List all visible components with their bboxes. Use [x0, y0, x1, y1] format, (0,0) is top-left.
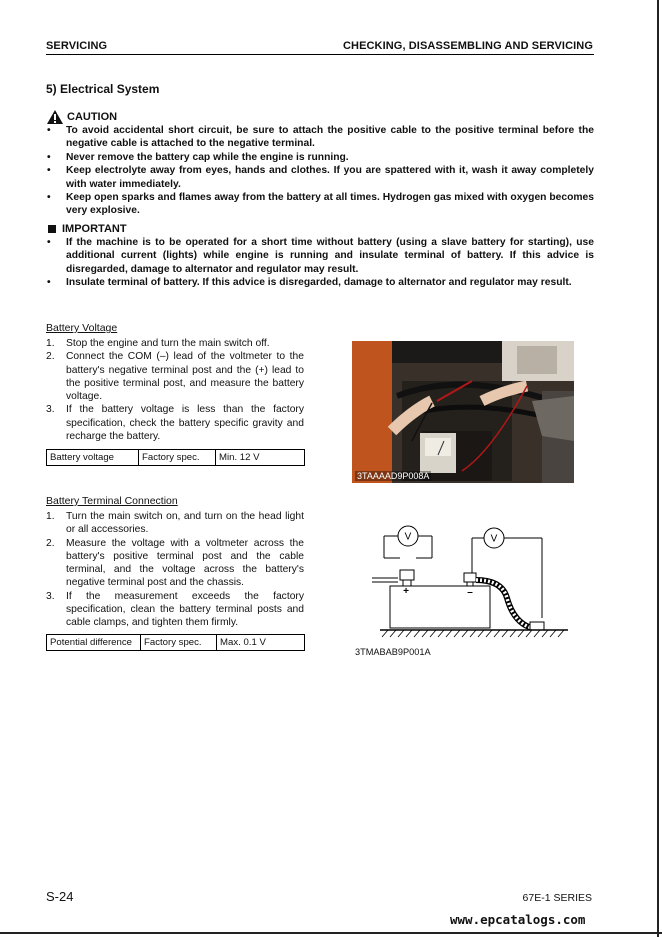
section-title: 5) Electrical System — [46, 82, 160, 96]
page-number: S-24 — [46, 889, 74, 904]
spec-label: Factory spec. — [141, 635, 217, 651]
spec-value: Max. 0.1 V — [217, 635, 305, 651]
potential-difference-spec-table — [46, 634, 305, 651]
header-left: SERVICING — [46, 40, 108, 52]
battery-terminal-steps — [46, 510, 304, 630]
battery-voltage-title: Battery Voltage — [46, 322, 118, 334]
step-item: 1. Stop the engine and turn the main switch off. — [46, 338, 270, 349]
spec-item: Potential difference — [47, 635, 141, 651]
photo-illustration — [352, 341, 574, 483]
caution-item: • Never remove the battery cap while the engine is running. — [47, 151, 349, 163]
caution-list — [46, 124, 594, 218]
voltmeter-symbol: V — [404, 531, 412, 543]
series-label: 67E-1 SERIES — [522, 892, 592, 904]
spec-item: Battery voltage — [47, 450, 139, 466]
caution-heading — [46, 109, 117, 125]
battery-terminal-diagram — [372, 518, 572, 643]
caution-item: • Keep electrolyte away from eyes, hands and clothes. If you are spattered with it, wash it away completely with water immediately. — [47, 165, 594, 190]
spec-label: Factory spec. — [139, 450, 216, 466]
positive-sign: + — [403, 586, 409, 597]
negative-sign: – — [467, 587, 473, 598]
header-right: CHECKING, DISASSEMBLING AND SERVICING — [342, 40, 593, 52]
step-item: 1. Turn the main switch on, and turn on the head light or all accessories. — [46, 511, 304, 536]
website-watermark: www.epcatalogs.com — [450, 912, 586, 927]
diagram-caption: 3TMABAB9P001A — [355, 647, 431, 657]
important-heading — [46, 223, 127, 235]
step-item: 2. Measure the voltage with a voltmeter across the battery's positive terminal post and the cable terminal, and the voltage across the battery's negative terminal post and the chassis. — [46, 537, 304, 589]
page-border-right — [657, 0, 659, 937]
step-item: 3. If the battery voltage is less than the factory specification, check the battery specific gravity and recharge the battery. — [46, 404, 304, 443]
important-label: IMPORTANT — [62, 223, 127, 235]
spec-value: Min. 12 V — [216, 450, 305, 466]
page-border-bottom — [0, 932, 662, 934]
voltmeter-photo — [352, 341, 574, 483]
important-list — [46, 236, 594, 290]
battery-voltage-spec-table — [46, 449, 305, 466]
battery-terminal-title: Battery Terminal Connection — [46, 495, 178, 507]
caution-item: • To avoid accidental short circuit, be sure to attach the positive cable to the positive terminal before the negative cable is attached to the negative terminal. — [47, 125, 594, 150]
important-item: • If the machine is to be operated for a short time without battery (using a slave battery for starting), use additional current (lights) while engine is running and insulate terminal of battery. If this advice is disregarded, damage to alternator and regulator may result. — [47, 237, 594, 275]
voltmeter-symbol: V — [490, 533, 498, 545]
important-item: • Insulate terminal of battery. If this advice is disregarded, damage to alternator and regulator may result. — [47, 277, 572, 289]
step-item: 2. Connect the COM (–) lead of the voltmeter to the battery's negative terminal post and the (+) lead to the positive terminal post, and measure the battery voltage. — [46, 351, 304, 403]
photo-caption: 3TAAAAD9P008A — [357, 471, 430, 481]
battery-voltage-steps — [46, 337, 304, 443]
square-bullet-icon — [48, 225, 56, 233]
caution-item: • Keep open sparks and flames away from the battery at all times. Hydrogen gas mixed with oxygen becomes very explosive. — [47, 192, 594, 217]
step-item: 3. If the measurement exceeds the factory specification, clean the battery terminal posts and cable clamps, and tighten them firmly. — [46, 590, 304, 629]
caution-label: CAUTION — [67, 111, 118, 123]
header-rule — [46, 54, 594, 55]
warning-triangle-icon — [46, 109, 64, 125]
